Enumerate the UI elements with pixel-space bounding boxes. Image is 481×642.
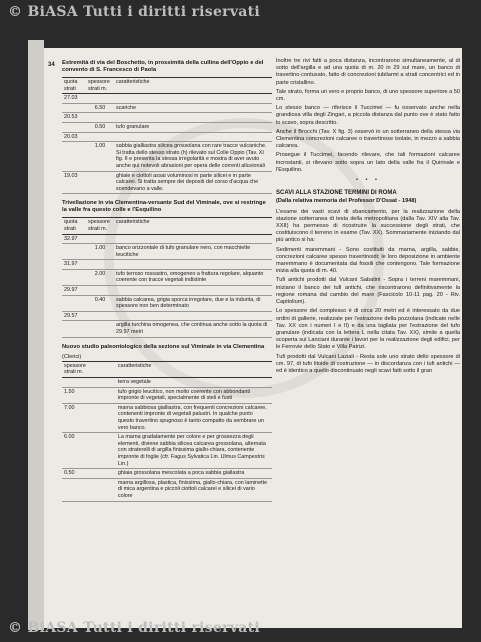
page-number: 34: [48, 62, 55, 68]
header-quota: quota strati: [62, 218, 86, 234]
cell-spessore: [88, 478, 116, 501]
cell-quota: 29.57: [62, 311, 86, 321]
cell-spessore: [88, 469, 116, 479]
cell-spessore: 0.50: [86, 122, 114, 132]
binding-strip: [28, 40, 44, 630]
table-row: [62, 478, 272, 501]
cell-quota: 20.03: [62, 132, 86, 142]
document-page: [44, 48, 462, 628]
paragraph: Prosegue il Tuccimei, facendo rilevare, che tali formazioni calcaree incrostanti, si rilevano sotto sopra un lato della valle fra il Quirinale e l'Esquilino.: [276, 152, 460, 173]
cell-quota: 0.50: [62, 469, 88, 479]
cell-quota: 27.03: [62, 94, 86, 104]
cell-caratteristiche: marna sabbiosa gialliastra, con frequenti concrezioni calcaree, contenenti impronte di vegetali palustri. In qualche punto questo travertino spugnoso è tanto compatto da sembrare un vero banco.: [116, 403, 272, 432]
cell-spessore: 0.40: [86, 295, 114, 311]
table-row: [62, 244, 272, 260]
section-separator: • • •: [356, 177, 380, 184]
cell-spessore: [86, 171, 114, 194]
cell-spessore: [86, 113, 114, 123]
watermark-bottom: © BiASA Tutti i diritti riservati: [8, 620, 261, 636]
cell-caratteristiche: ghiaie e ciottoli assai voluminosi in parte silicei e in parte calcarei. Si tratta sempre dei depositi del corso d'acqua che scendevano a valle.: [114, 171, 272, 194]
header-spessore: spessore strati m.: [62, 361, 88, 377]
cell-quota: [62, 295, 86, 311]
paragraph: Tufi prodotti dal Vulcani Laziali - Resta sole uno strato dello spessore di cm. 97, di tufo litoide di costruzione — in discordanza con i tufi antichi — ed è identico a quello discontinuato negli scavi fatti sotto il gran: [276, 353, 460, 374]
table-row: [62, 433, 272, 469]
header-caratteristiche: caratteristiche: [116, 361, 272, 377]
cell-caratteristiche: La marna gradatamente per colore e per grossezza degli elementi, diviene sabbia silicea calcarea grossolana, alternata con straterelli di argilla finissima giallo-chiara, contenente impronte di foglie (cfr. Fagus Sylvatica Lin. Ulmus Campestris Lin.): [116, 433, 272, 469]
header-spessore: spessore strati m.: [86, 78, 114, 94]
table-row: [62, 132, 272, 142]
section-3-table: [62, 361, 272, 502]
paragraph: Tufi antichi prodotti dal Vulcani Sabatini - Sopra i terreni maremmani, iniziano il banco dei tufi antichi, che riscontrarono definitivamente la regione romana dal cambio del mare (Fascicolo 10-11 pag. 20 - Riv. Capitolium).: [276, 277, 460, 306]
table-row: [62, 378, 272, 388]
section-2: [62, 200, 272, 337]
paragraph: Inoltre tre rivi fatti a poca distanza, incontrarono simultaneamente, al di sotto dell'argilla e ad una quota di m. 20 in 29 sul mare, un banco di travertino contusato, fatto di concrezioni tubilarmi a strati concentrici ed in parte cristallino.: [276, 58, 460, 86]
cell-quota: [62, 122, 86, 132]
cell-spessore: [88, 403, 116, 432]
cell-caratteristiche: [114, 286, 272, 296]
cell-quota: 32.97: [62, 234, 86, 244]
table-row: [62, 103, 272, 113]
header-spessore: spessore strati m.: [86, 218, 114, 234]
cell-spessore: 6.50: [86, 103, 114, 113]
paragraph: Tale strato, forma un vero e proprio banco, di uno spessore superiore a 50 cm.: [276, 88, 460, 103]
cell-spessore: [86, 94, 114, 104]
paragraph: Lo spessore del complesso è di circa 20 metri ed è interessato da due ordini di gallerie, realizzate per l'estrazione della pozzolana (indicate nelle Tav. XX con i numeri I e II) e da una tagliata per l'estrazione del tufo granulare (indicata con la lettera L nella citata Tav. XX), simile a quella scoperta sul Lanciani durante i lavori per la realizzazione degli edifici, per le Ferrovie dello Stato e Villa Patrizi.: [276, 308, 460, 351]
right-heading: SCAVI ALLA STAZIONE TERMINI DI ROMA: [276, 190, 397, 197]
cell-spessore: 2.00: [86, 269, 114, 285]
paragraph: Sedimenti maremmani - Sono costituiti da marna, argilla, sabbie, concrezioni calcaree spesso travertinoidi; le loro deposizione in ambiente maremmano è documentata dai fossili che contengono. Tale formazione inizia alla quota di m. 40.: [276, 246, 460, 275]
cell-spessore: [88, 433, 116, 469]
cell-spessore: [86, 311, 114, 321]
cell-quota: 31.97: [62, 260, 86, 270]
cell-caratteristiche: scariche: [114, 103, 272, 113]
cell-caratteristiche: argilla turchina omogenea, che continua anche sotto la quota di 29.97 metri: [114, 321, 272, 337]
cell-caratteristiche: [114, 94, 272, 104]
cell-quota: [62, 478, 88, 501]
cell-caratteristiche: [114, 311, 272, 321]
cell-caratteristiche: banco orizzontale di tufo granulare nero, con macchiette leucitiche: [114, 244, 272, 260]
cell-spessore: 1.00: [86, 142, 114, 171]
header-quota: quota strati: [62, 78, 86, 94]
cell-quota: 20.53: [62, 113, 86, 123]
cell-quota: 1.50: [62, 387, 88, 403]
cell-caratteristiche: tufo granulare: [114, 122, 272, 132]
cell-caratteristiche: sabbia calcarea, grigia sporca irregolare, due e la indurita, di spessore non ben determinato: [114, 295, 272, 311]
table-row: [62, 122, 272, 132]
section-1: [62, 60, 272, 194]
table-row: [62, 234, 272, 244]
cell-spessore: [86, 260, 114, 270]
cell-quota: [62, 244, 86, 260]
left-column: [62, 58, 272, 508]
table-row: [62, 469, 272, 479]
table-row: [62, 295, 272, 311]
cell-quota: [62, 321, 86, 337]
cell-caratteristiche: ghiaia grossolana mescolata a poca sabbia giallastra: [116, 469, 272, 479]
cell-caratteristiche: [114, 132, 272, 142]
cell-spessore: [88, 378, 116, 388]
section-3-subtitle: (Clerici): [62, 353, 82, 360]
cell-quota: 7.00: [62, 403, 88, 432]
section-3-title: Nuovo studio paleontologico della sezione sul Viminale in via Clementina: [62, 343, 265, 350]
cell-spessore: 1.00: [86, 244, 114, 260]
section-2-table: [62, 217, 272, 337]
table-row: [62, 260, 272, 270]
table-row: [62, 387, 272, 403]
cell-caratteristiche: [114, 234, 272, 244]
section-1-title: Estremità di via del Boschetto, in prossimità della cullina dell'Oppio e del convento di S. Francesco di Paola: [62, 60, 264, 73]
cell-caratteristiche: marna argillosa, plastica, finissima, giallo-chiara, con laminette di mica argentina e piccoli ciottoli calcarei e silicei di vario colore: [116, 478, 272, 501]
header-empty: [88, 361, 116, 377]
header-caratteristiche: caratteristiche: [114, 78, 272, 94]
cell-caratteristiche: tufo grigio leucitico, non molto coerente con abbondanti impronte di vegetali, specialmente di steli e fusti: [116, 387, 272, 403]
cell-caratteristiche: [114, 260, 272, 270]
cell-caratteristiche: terra vegetale: [116, 378, 272, 388]
section-3: [62, 344, 272, 502]
cell-quota: [62, 378, 88, 388]
table-row: [62, 403, 272, 432]
cell-quota: 29.97: [62, 286, 86, 296]
section-2-title: Trivellazione in via Clementina-versante Sud del Viminale, ove si restringe la valle fra questo colle e l'Esquilino: [62, 200, 266, 214]
cell-caratteristiche: sabbia gialliastra silicea grossolana con rare tracce vulcaniche. Si tratta dello stesso strato (h) rilevato sul Colle Oppio (Tav. XI fig. II e presenta la stessa irregolarità e mostra di aver avuto anche qui notevoli abrasioni per opera delle correnti alluvionali: [114, 142, 272, 171]
right-column: [276, 58, 460, 377]
cell-spessore: [88, 387, 116, 403]
table-row: [62, 321, 272, 337]
table-row: [62, 171, 272, 194]
table-row: [62, 142, 272, 171]
paragraph: L'esame dei vasti scavi di sbancamento, per la realizzazione della stazione sotterranea di testa della metropolitana (dalla Tav. XIV alla Tav. XXII) ha permesso di ricostruire la successione degli strati, che costituiscono il terreno in esame (Tav. XX). Sommariamente iniziando dal più antico si ha:: [276, 208, 460, 244]
cell-quota: 6.00: [62, 433, 88, 469]
cell-spessore: [86, 132, 114, 142]
cell-spessore: [86, 234, 114, 244]
cell-caratteristiche: tufo terroso rossastro, omogeneo a frattura regolare, alquanto coerente con tracce vegetali indistinte: [114, 269, 272, 285]
table-row: [62, 286, 272, 296]
table-row: [62, 311, 272, 321]
paragraph: Lo stesso banco — riferisce il Tuccimei — fu osservato anche nella grandiosa villa degli Zingari, a piccola distanza dal punto ove è stato fatto lo scavo, sopra descritto.: [276, 105, 460, 126]
cell-spessore: [86, 321, 114, 337]
cell-quota: [62, 269, 86, 285]
header-caratteristiche: caratteristiche: [114, 218, 272, 234]
table-row: [62, 94, 272, 104]
paragraph: Anche il Brocchi (Tav. X fig. 3) osservò in un sotterraneo della stessa via Clementina concrezioni calcaree o travertinose isolate, in mezzo a sabbia calcarea.: [276, 128, 460, 150]
section-1-table: [62, 77, 272, 194]
cell-quota: [62, 103, 86, 113]
cell-spessore: [86, 286, 114, 296]
table-row: [62, 269, 272, 285]
cell-quota: 19.03: [62, 171, 86, 194]
cell-quota: [62, 142, 86, 171]
cell-caratteristiche: [114, 113, 272, 123]
table-row: [62, 113, 272, 123]
right-subheading: (Dalla relativa memoria del Professor D'Ossat - 1948): [276, 198, 417, 205]
watermark-top: © BiASA Tutti i diritti riservati: [8, 4, 261, 20]
